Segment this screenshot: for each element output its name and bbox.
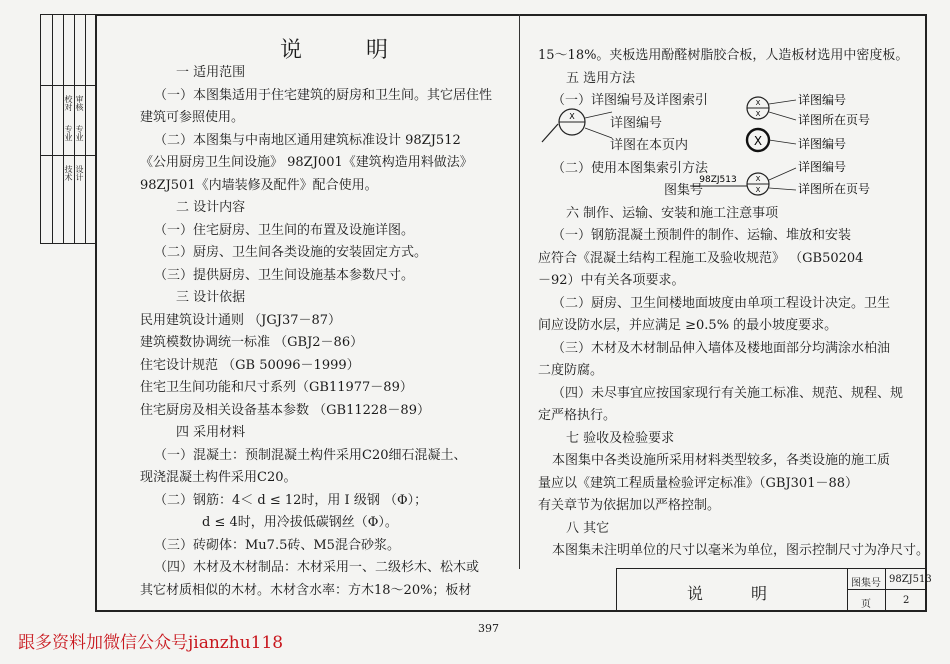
margin-cell: 技术	[64, 165, 73, 181]
title-block-name: 说明	[687, 584, 816, 603]
text-line: 住宅设计规范 （GB 50096－1999）	[140, 357, 360, 373]
symbol-x: X	[569, 112, 575, 121]
atlas-label: 图集号	[851, 578, 881, 589]
text-line: 本图集中各类设施所采用材料类型较多，各类设施的施工质	[552, 453, 891, 468]
section-heading: 三 设计依据	[176, 290, 246, 305]
text-line: 应符合《混凝土结构工程施工及验收规范》 （GB50204	[538, 250, 864, 266]
text-line: 本图集未注明单位的尺寸以毫米为单位，图示控制尺寸为净尺寸。	[552, 543, 930, 558]
symbol-x: X	[755, 175, 761, 183]
symbol-label: 详图编号	[798, 160, 847, 174]
detail-bold-symbol	[747, 129, 846, 151]
margin-cell: 专业	[64, 125, 73, 141]
text-line: 建筑模数协调统一标准 （GBJ2－86）	[140, 335, 364, 350]
text-line: 15～18%。夹板选用酚醛树脂胶合板，人造板材选用中密度板。	[538, 48, 909, 63]
section-heading: 八 其它	[566, 520, 610, 536]
text-line: 《公用厨房卫生间设施》 98ZJ001《建筑构造用料做法》	[140, 155, 473, 170]
text-line: （一）混凝土：预制混凝土构件采用C20细石混凝土、	[154, 447, 467, 463]
symbol-x: X	[755, 110, 761, 118]
symbol-label: 详图所在页号	[798, 182, 871, 196]
text-line: （二）本图集与中南地区通用建筑标准设计 98ZJ512	[154, 132, 461, 148]
page-value: 2	[903, 595, 910, 606]
text-line: （二）钢筋：4＜ d ≤ 12时，用 Ⅰ 级钢 （Φ）；	[154, 492, 428, 508]
text-line: －92）中有关各项要求。	[538, 273, 685, 288]
symbol-label: 详图在本页内	[610, 138, 689, 153]
section-heading: 一 适用范围	[176, 65, 246, 80]
section-heading: 五 选用方法	[566, 70, 636, 86]
page-number: 397	[478, 622, 499, 635]
index-symbols-diagram	[540, 90, 900, 200]
symbol-label: 图集号	[664, 183, 704, 198]
text-line: （三）砖砌体：Mu7.5砖、M5混合砂浆。	[154, 537, 400, 553]
margin-cell: 审核	[75, 95, 84, 111]
atlas-index-symbol	[690, 159, 870, 196]
symbol-x: X	[753, 134, 763, 148]
text-line: 住宅厨房及相关设备基本参数 （GB11228－89）	[140, 402, 430, 418]
text-line: 现浇混凝土构件采用C20。	[140, 470, 297, 485]
symbol-atlas-code: 98ZJ513	[699, 175, 737, 185]
text-line: 有关章节为依据加以严格控制。	[538, 498, 721, 513]
margin-cell: 设计	[75, 165, 84, 181]
column-divider	[519, 14, 520, 569]
text-line: d ≤ 4时，用冷拔低碳钢丝（Φ）。	[202, 515, 398, 530]
footer-watermark-text: 跟多资料加微信公众号jianzhu118	[18, 633, 284, 653]
margin-cell: 专业	[75, 125, 84, 141]
approval-margin-table	[40, 14, 96, 244]
symbol-label: 详图所在页号	[798, 113, 871, 127]
section-heading: 七 验收及检验要求	[566, 430, 675, 446]
symbol-label: 详图编号	[610, 115, 663, 131]
text-line: 其它材质相似的木材。木材含水率：方木18～20%；板材	[140, 582, 472, 598]
page-label: 页	[861, 599, 871, 610]
title-block	[616, 568, 932, 612]
symbol-x: X	[755, 99, 761, 107]
symbol-x: X	[755, 186, 761, 194]
text-line: （一）详图编号及详图索引	[552, 93, 709, 108]
text-line: （四）未尽事宜应按国家现行有关施工标准、规范、规程、规	[552, 385, 904, 401]
text-line: 住宅卫生间功能和尺寸系列（GB11977－89）	[140, 380, 413, 395]
text-line: （二）厨房、卫生间各类设施的安装固定方式。	[154, 245, 428, 260]
text-line: （一）住宅厨房、卫生间的布置及设施详图。	[154, 222, 415, 238]
text-line: 二度防腐。	[538, 363, 604, 378]
text-line: 间应设防水层，并应满足 ≥0.5% 的最小坡度要求。	[538, 318, 838, 333]
text-line: 民用建筑设计通则 （JGJ37－87）	[140, 312, 342, 328]
atlas-value: 98ZJ513	[889, 574, 932, 585]
text-line: 定严格执行。	[538, 408, 617, 423]
text-line: （四）木材及木材制品：木材采用一、二级杉木、松木或	[154, 560, 480, 575]
detail-other-page-symbol	[747, 92, 870, 127]
left-column	[140, 62, 492, 602]
symbol-label: 详图编号	[798, 137, 847, 151]
text-line: （一）钢筋混凝土预制件的制作、运输、堆放和安装	[552, 228, 852, 243]
text-line: （二）使用本图集索引方法	[552, 160, 709, 176]
text-line: 98ZJ501《内墙装修及配件》配合使用。	[140, 177, 378, 193]
text-line: （一）本图集适用于住宅建筑的厨房和卫生间。其它居住性	[154, 87, 493, 103]
symbol-label: 详图编号	[798, 93, 847, 107]
detail-in-page-symbol	[542, 109, 612, 142]
text-line: 建筑可参照使用。	[140, 110, 245, 125]
section-heading: 二 设计内容	[176, 200, 246, 215]
section-heading: 六 制作、运输、安装和施工注意事项	[566, 205, 779, 221]
text-line: 量应以《建筑工程质量检验评定标准》（GBJ301－88）	[538, 475, 859, 491]
text-line: （二）厨房、卫生间楼地面坡度由单项工程设计决定。卫生	[552, 295, 891, 311]
text-line: （三）木材及木材制品伸入墙体及楼地面部分均满涂水柏油	[552, 340, 891, 356]
section-heading: 四 采用材料	[176, 425, 246, 440]
page-title: 说明	[280, 38, 453, 63]
margin-cell: 校对	[64, 95, 73, 111]
text-line: （三）提供厨房、卫生间设施基本参数尺寸。	[154, 267, 415, 283]
